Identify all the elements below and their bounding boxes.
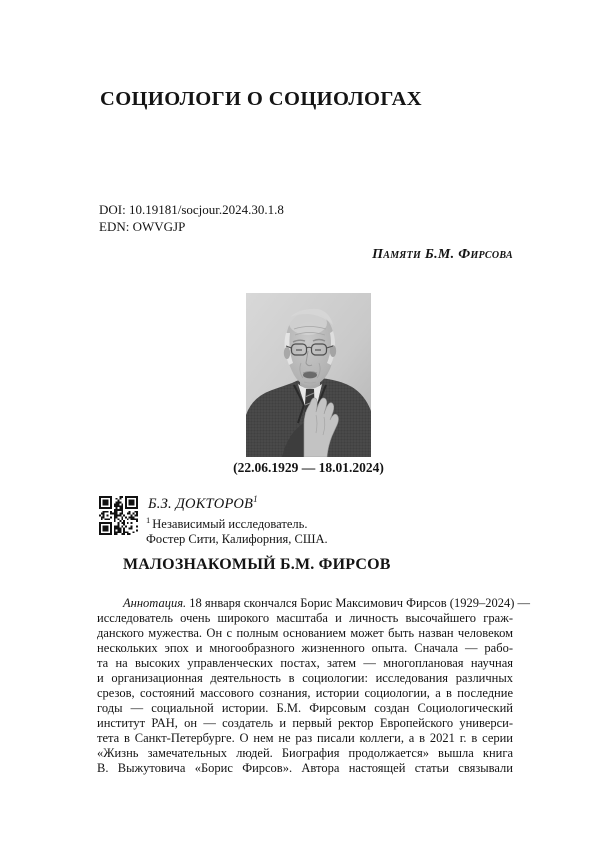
- abstract-line: нескольких эпох и многообразного жизненного опыта. Сначала — рабо-: [97, 641, 513, 655]
- abstract-label: Аннотация.: [123, 596, 187, 610]
- abstract-line: «Жизнь замечательных людей. Биография продолжается» вышла книга: [97, 746, 513, 760]
- affiliation-line-1: $^1$ Независимый исследователь.: [146, 515, 308, 532]
- author-name: [148, 494, 258, 513]
- portrait-photo: [246, 293, 371, 457]
- doi-line: DOI: 10.19181/socjour.2024.30.1.8: [99, 202, 284, 217]
- abstract-line: исследователь очень широкого масштаба и личность высочайшего граж-: [97, 611, 513, 625]
- abstract-paragraph: [97, 596, 530, 776]
- author-footnote-marker: 1: [253, 494, 258, 504]
- abstract-line: годы — социальной истории. Б.М. Фирсовым создан Социологический: [97, 701, 513, 715]
- author-name-text: Б.З. ДОКТОРОВ: [148, 495, 254, 512]
- abstract-line: институт РАН, он — создатель и первый ректор Европейского универси-: [97, 716, 513, 730]
- abstract-line: та на высоких управленческих постах, затем — многоплановая научная: [97, 656, 513, 670]
- article-title: МАЛОЗНАКОМЫЙ Б.М. ФИРСОВ: [123, 556, 391, 573]
- abstract-line: и организационная деятельность в социологии: исследования различных: [97, 671, 513, 685]
- qr-code: [99, 496, 138, 535]
- affiliation-line-2: Фостер Сити, Калифорния, США.: [146, 531, 328, 546]
- affiliation-footnote-marker: 1: [146, 515, 151, 525]
- abstract-line: срезов, состояний массового сознания, истории социологии, а в последние: [97, 686, 513, 700]
- edn-line: EDN: OWVGJP: [99, 219, 186, 234]
- author-affiliation: [146, 513, 328, 546]
- portrait-illustration: [246, 293, 371, 457]
- article-identifiers: [99, 201, 284, 235]
- abstract-line: данского мужества. Он с полным основанием может быть назван человеком: [97, 626, 513, 640]
- abstract-line: В. Выжутовича «Борис Фирсов». Автора настоящей статьи связывали: [97, 761, 513, 775]
- dedication-line: Памяти Б.М. Фирсова: [372, 247, 513, 262]
- abstract-line: тета в Санкт-Петербурге. О нем не раз писали коллеги, а в 2021 г. в серии: [97, 731, 513, 745]
- section-header: СОЦИОЛОГИ О СОЦИОЛОГАХ: [100, 88, 422, 110]
- abstract-line: Аннотация. 18 января скончался Борис Максимович Фирсов (1929–2024) —: [123, 596, 530, 610]
- photo-caption-dates: (22.06.1929 — 18.01.2024): [233, 460, 384, 475]
